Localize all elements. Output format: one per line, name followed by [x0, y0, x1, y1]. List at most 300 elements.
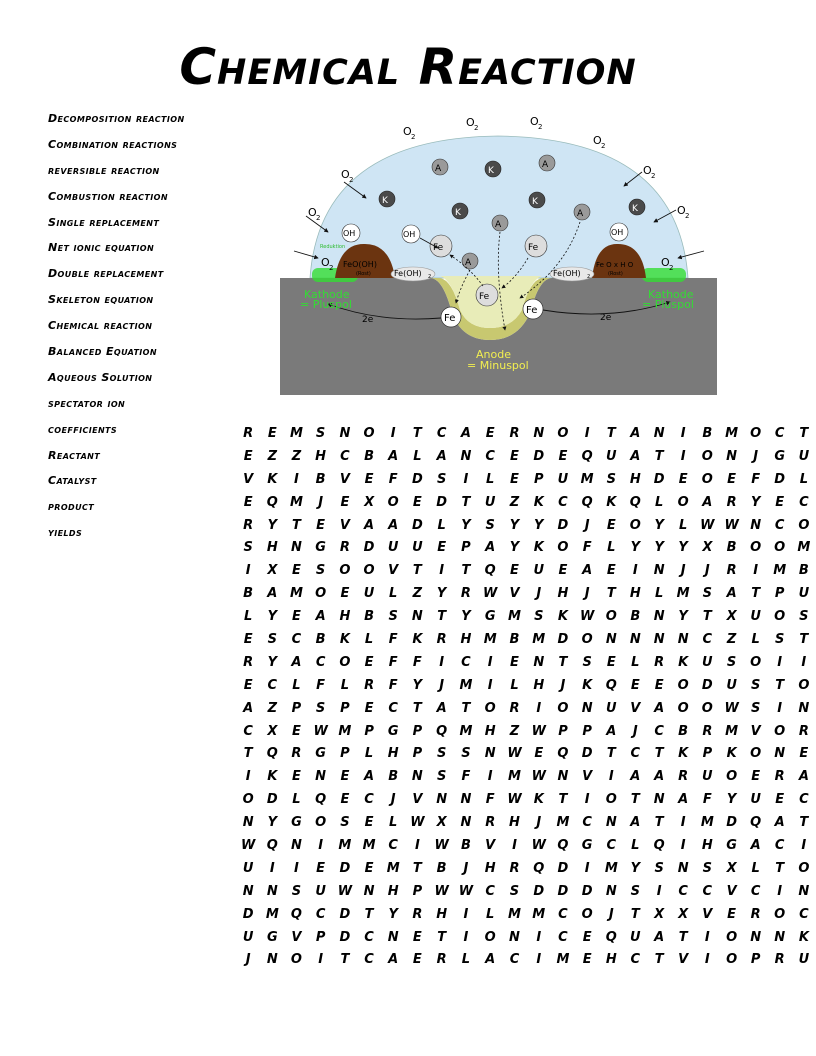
grid-letter[interactable]: C — [702, 883, 713, 899]
grid-letter[interactable]: P — [702, 746, 713, 762]
grid-letter[interactable]: M — [508, 609, 521, 625]
grid-letter[interactable]: O — [581, 631, 593, 647]
grid-letter[interactable]: Y — [630, 860, 641, 876]
grid-letter[interactable]: G — [484, 609, 496, 625]
grid-letter[interactable]: C — [315, 906, 326, 922]
grid-letter[interactable]: A — [267, 586, 278, 602]
grid-letter[interactable]: A — [654, 929, 665, 945]
grid-letter[interactable]: B — [364, 609, 375, 625]
grid-letter[interactable]: F — [316, 677, 326, 693]
grid-letter[interactable]: Y — [654, 540, 664, 556]
grid-letter[interactable]: R — [243, 425, 254, 441]
grid-letter[interactable]: I — [777, 654, 783, 670]
grid-letter[interactable]: X — [726, 860, 737, 876]
grid-letter[interactable]: V — [582, 769, 593, 785]
grid-letter[interactable]: I — [463, 471, 469, 487]
grid-letter[interactable]: K — [678, 746, 689, 762]
grid-letter[interactable]: H — [387, 746, 399, 762]
grid-letter[interactable]: W — [531, 723, 546, 739]
grid-letter[interactable]: W — [507, 792, 522, 808]
grid-letter[interactable]: B — [315, 471, 326, 487]
grid-letter[interactable]: I — [777, 700, 783, 716]
grid-letter[interactable]: N — [605, 815, 617, 831]
grid-letter[interactable]: O — [798, 677, 810, 693]
grid-letter[interactable]: T — [412, 860, 422, 876]
grid-letter[interactable]: L — [243, 609, 253, 625]
grid-letter[interactable]: D — [436, 494, 448, 510]
grid-letter[interactable]: Q — [581, 494, 593, 510]
grid-letter[interactable]: C — [388, 700, 398, 716]
grid-letter[interactable]: U — [630, 929, 641, 945]
grid-letter[interactable]: I — [318, 837, 324, 853]
grid-letter[interactable]: A — [630, 425, 641, 441]
grid-letter[interactable]: U — [557, 471, 569, 487]
grid-letter[interactable]: I — [439, 563, 445, 579]
grid-letter[interactable]: A — [485, 952, 496, 968]
grid-letter[interactable]: E — [243, 631, 253, 647]
grid-letter[interactable]: A — [291, 654, 302, 670]
grid-letter[interactable]: T — [799, 815, 809, 831]
grid-letter[interactable]: V — [702, 906, 713, 922]
grid-letter[interactable]: U — [798, 586, 810, 602]
grid-letter[interactable]: E — [291, 563, 301, 579]
grid-letter[interactable]: Z — [291, 448, 302, 464]
grid-letter[interactable]: L — [292, 677, 301, 693]
grid-letter[interactable]: T — [630, 792, 640, 808]
grid-letter[interactable]: N — [266, 883, 278, 899]
grid-letter[interactable]: T — [606, 425, 616, 441]
grid-letter[interactable]: I — [704, 929, 710, 945]
grid-letter[interactable]: M — [532, 906, 546, 922]
grid-letter[interactable]: Z — [509, 723, 520, 739]
grid-letter[interactable]: E — [316, 860, 326, 876]
grid-letter[interactable]: B — [388, 769, 399, 785]
grid-letter[interactable]: I — [777, 883, 783, 899]
grid-letter[interactable]: O — [363, 563, 375, 579]
grid-letter[interactable]: S — [436, 746, 447, 762]
grid-letter[interactable]: D — [581, 883, 593, 899]
grid-letter[interactable]: X — [726, 609, 737, 625]
grid-letter[interactable]: T — [606, 746, 616, 762]
grid-letter[interactable]: J — [584, 586, 590, 602]
grid-letter[interactable]: N — [533, 425, 545, 441]
grid-letter[interactable]: O — [750, 425, 762, 441]
grid-letter[interactable]: E — [727, 471, 737, 487]
grid-letter[interactable]: S — [534, 609, 544, 625]
grid-letter[interactable]: N — [460, 815, 472, 831]
grid-letter[interactable]: N — [290, 540, 302, 556]
grid-letter[interactable]: M — [700, 815, 714, 831]
grid-letter[interactable]: R — [509, 860, 520, 876]
grid-letter[interactable]: Q — [605, 929, 617, 945]
grid-letter[interactable]: R — [436, 631, 447, 647]
grid-letter[interactable]: D — [653, 471, 665, 487]
grid-letter[interactable]: L — [799, 471, 808, 487]
grid-letter[interactable]: W — [458, 883, 474, 899]
grid-letter[interactable]: N — [533, 654, 545, 670]
grid-letter[interactable]: Y — [267, 815, 278, 831]
grid-letter[interactable]: R — [750, 906, 761, 922]
grid-letter[interactable]: U — [750, 792, 761, 808]
grid-letter[interactable]: O — [339, 563, 351, 579]
grid-letter[interactable]: A — [654, 769, 665, 785]
grid-letter[interactable]: M — [459, 677, 473, 693]
grid-letter[interactable]: T — [437, 929, 447, 945]
grid-letter[interactable]: J — [536, 586, 542, 602]
grid-letter[interactable]: C — [364, 952, 374, 968]
grid-letter[interactable]: H — [605, 952, 617, 968]
grid-letter[interactable]: R — [726, 563, 737, 579]
grid-letter[interactable]: N — [315, 769, 327, 785]
grid-letter[interactable]: T — [340, 952, 350, 968]
grid-letter[interactable]: L — [364, 631, 374, 647]
grid-letter[interactable]: C — [630, 746, 641, 762]
grid-letter[interactable]: Y — [630, 540, 641, 556]
grid-letter[interactable]: C — [678, 883, 688, 899]
grid-letter[interactable]: U — [798, 448, 810, 464]
grid-letter[interactable]: S — [654, 860, 664, 876]
grid-letter[interactable]: E — [340, 494, 350, 510]
grid-letter[interactable]: L — [631, 837, 640, 853]
grid-letter[interactable]: N — [726, 448, 738, 464]
grid-letter[interactable]: Z — [267, 448, 278, 464]
grid-letter[interactable]: C — [267, 677, 278, 693]
grid-letter[interactable]: C — [485, 448, 495, 464]
grid-letter[interactable]: I — [680, 425, 686, 441]
grid-letter[interactable]: A — [243, 700, 254, 716]
grid-letter[interactable]: J — [439, 677, 445, 693]
grid-letter[interactable]: T — [775, 860, 785, 876]
grid-letter[interactable]: N — [411, 609, 423, 625]
grid-letter[interactable]: K — [606, 494, 617, 510]
grid-letter[interactable]: E — [340, 769, 350, 785]
grid-letter[interactable]: W — [579, 609, 595, 625]
grid-letter[interactable]: A — [388, 448, 399, 464]
grid-letter[interactable]: C — [364, 792, 374, 808]
grid-letter[interactable]: O — [774, 906, 786, 922]
grid-letter[interactable]: J — [536, 815, 542, 831]
grid-letter[interactable]: N — [266, 952, 278, 968]
grid-letter[interactable]: J — [560, 677, 566, 693]
grid-letter[interactable]: U — [798, 952, 810, 968]
grid-letter[interactable]: K — [798, 929, 809, 945]
grid-letter[interactable]: R — [774, 952, 785, 968]
grid-letter[interactable]: X — [654, 906, 665, 922]
grid-letter[interactable]: Z — [726, 631, 737, 647]
grid-letter[interactable]: T — [291, 517, 301, 533]
grid-letter[interactable]: V — [291, 929, 302, 945]
grid-letter[interactable]: S — [750, 700, 761, 716]
grid-letter[interactable]: N — [750, 517, 762, 533]
grid-letter[interactable]: C — [606, 837, 617, 853]
grid-letter[interactable]: V — [678, 952, 689, 968]
grid-letter[interactable]: E — [485, 425, 495, 441]
grid-letter[interactable]: R — [774, 769, 785, 785]
grid-letter[interactable]: I — [801, 837, 807, 853]
grid-letter[interactable]: H — [387, 883, 399, 899]
grid-letter[interactable]: N — [677, 860, 689, 876]
grid-letter[interactable]: R — [509, 425, 520, 441]
grid-letter[interactable]: K — [557, 609, 568, 625]
grid-letter[interactable]: C — [774, 517, 785, 533]
grid-letter[interactable]: O — [750, 654, 762, 670]
grid-letter[interactable]: I — [632, 563, 638, 579]
grid-letter[interactable]: K — [339, 631, 350, 647]
grid-letter[interactable]: N — [242, 815, 254, 831]
grid-letter[interactable]: A — [315, 609, 326, 625]
grid-letter[interactable]: N — [750, 929, 762, 945]
grid-letter[interactable]: V — [630, 700, 641, 716]
grid-letter[interactable]: C — [799, 792, 809, 808]
grid-letter[interactable]: F — [702, 792, 712, 808]
grid-letter[interactable]: B — [460, 837, 471, 853]
grid-letter[interactable]: M — [362, 837, 376, 853]
grid-letter[interactable]: N — [605, 631, 617, 647]
grid-letter[interactable]: H — [460, 631, 472, 647]
grid-letter[interactable]: F — [388, 471, 398, 487]
grid-letter[interactable]: E — [775, 792, 785, 808]
grid-letter[interactable]: Q — [557, 837, 569, 853]
grid-letter[interactable]: F — [388, 677, 398, 693]
grid-letter[interactable]: O — [774, 540, 786, 556]
grid-letter[interactable]: I — [294, 860, 299, 876]
grid-letter[interactable]: Y — [534, 517, 544, 533]
grid-letter[interactable]: L — [486, 906, 495, 922]
grid-letter[interactable]: V — [388, 563, 399, 579]
grid-letter[interactable]: Q — [750, 815, 762, 831]
grid-letter[interactable]: I — [584, 792, 590, 808]
grid-letter[interactable]: Q — [436, 723, 448, 739]
grid-letter[interactable]: X — [436, 815, 447, 831]
grid-letter[interactable]: E — [751, 769, 761, 785]
grid-letter[interactable]: M — [338, 837, 352, 853]
grid-letter[interactable]: R — [798, 723, 809, 739]
grid-letter[interactable]: R — [678, 769, 689, 785]
grid-letter[interactable]: E — [582, 952, 592, 968]
grid-letter[interactable]: W — [531, 837, 546, 853]
grid-letter[interactable]: U — [726, 677, 737, 693]
grid-letter[interactable]: A — [774, 815, 785, 831]
grid-letter[interactable]: H — [629, 471, 641, 487]
grid-letter[interactable]: T — [799, 631, 809, 647]
grid-letter[interactable]: C — [558, 494, 568, 510]
grid-letter[interactable]: L — [607, 540, 616, 556]
grid-letter[interactable]: T — [412, 700, 422, 716]
grid-letter[interactable]: E — [775, 494, 785, 510]
grid-letter[interactable]: N — [677, 631, 689, 647]
grid-letter[interactable]: E — [364, 654, 374, 670]
grid-letter[interactable]: O — [605, 792, 617, 808]
grid-letter[interactable]: L — [631, 654, 640, 670]
grid-letter[interactable]: E — [364, 815, 374, 831]
grid-letter[interactable]: C — [558, 929, 568, 945]
grid-letter[interactable]: T — [654, 815, 664, 831]
grid-letter[interactable]: B — [702, 425, 713, 441]
grid-letter[interactable]: K — [267, 471, 278, 487]
grid-letter[interactable]: O — [557, 700, 569, 716]
grid-letter[interactable]: B — [509, 631, 520, 647]
grid-letter[interactable]: O — [701, 700, 713, 716]
grid-letter[interactable]: J — [245, 952, 251, 968]
grid-letter[interactable]: D — [339, 860, 351, 876]
grid-letter[interactable]: M — [725, 425, 739, 441]
grid-letter[interactable]: G — [315, 746, 326, 762]
grid-letter[interactable]: U — [242, 929, 254, 945]
grid-letter[interactable]: G — [774, 448, 785, 464]
grid-letter[interactable]: C — [340, 448, 350, 464]
grid-letter[interactable]: Q — [557, 746, 569, 762]
grid-letter[interactable]: W — [337, 883, 353, 899]
grid-letter[interactable]: E — [510, 471, 519, 487]
grid-letter[interactable]: Y — [436, 586, 447, 602]
grid-letter[interactable]: P — [750, 952, 761, 968]
grid-letter[interactable]: F — [461, 769, 471, 785]
grid-letter[interactable]: I — [680, 837, 686, 853]
grid-letter[interactable]: T — [630, 906, 640, 922]
grid-letter[interactable]: H — [701, 837, 713, 853]
grid-letter[interactable]: S — [461, 746, 471, 762]
grid-letter[interactable]: E — [291, 723, 301, 739]
grid-letter[interactable]: L — [655, 494, 664, 510]
grid-letter[interactable]: S — [340, 815, 350, 831]
grid-letter[interactable]: D — [242, 906, 254, 922]
grid-letter[interactable]: L — [292, 792, 301, 808]
grid-letter[interactable]: Y — [267, 654, 278, 670]
grid-letter[interactable]: S — [606, 471, 617, 487]
grid-letter[interactable]: E — [364, 860, 374, 876]
grid-letter[interactable]: N — [339, 425, 351, 441]
grid-letter[interactable]: M — [676, 586, 690, 602]
grid-letter[interactable]: Q — [581, 448, 593, 464]
grid-letter[interactable]: W — [531, 769, 546, 785]
grid-letter[interactable]: T — [412, 563, 422, 579]
grid-letter[interactable]: T — [437, 609, 447, 625]
grid-letter[interactable]: U — [363, 586, 375, 602]
grid-letter[interactable]: Y — [461, 517, 471, 533]
grid-letter[interactable]: G — [387, 723, 399, 739]
grid-letter[interactable]: A — [798, 769, 809, 785]
grid-letter[interactable]: W — [724, 517, 739, 533]
grid-letter[interactable]: J — [463, 860, 469, 876]
grid-letter[interactable]: H — [436, 906, 448, 922]
grid-letter[interactable]: O — [677, 494, 689, 510]
grid-letter[interactable]: D — [581, 746, 593, 762]
grid-letter[interactable]: A — [436, 700, 447, 716]
grid-letter[interactable]: O — [290, 952, 302, 968]
grid-letter[interactable]: E — [582, 929, 592, 945]
grid-letter[interactable]: B — [798, 563, 809, 579]
grid-letter[interactable]: Y — [678, 609, 688, 625]
grid-letter[interactable]: Q — [266, 494, 278, 510]
grid-letter[interactable]: D — [533, 448, 545, 464]
grid-letter[interactable]: H — [266, 540, 278, 556]
grid-letter[interactable]: T — [702, 609, 712, 625]
grid-letter[interactable]: N — [484, 746, 496, 762]
grid-letter[interactable]: G — [291, 815, 302, 831]
grid-letter[interactable]: L — [437, 517, 446, 533]
grid-letter[interactable]: E — [340, 792, 350, 808]
grid-letter[interactable]: R — [460, 586, 471, 602]
grid-letter[interactable]: N — [798, 883, 810, 899]
grid-letter[interactable]: M — [532, 631, 546, 647]
grid-letter[interactable]: E — [437, 540, 447, 556]
grid-letter[interactable]: E — [510, 654, 519, 670]
grid-letter[interactable]: N — [774, 929, 786, 945]
grid-letter[interactable]: O — [557, 425, 569, 441]
grid-letter[interactable]: R — [702, 723, 713, 739]
grid-letter[interactable]: I — [536, 700, 542, 716]
grid-letter[interactable]: V — [726, 883, 737, 899]
grid-letter[interactable]: D — [726, 815, 737, 831]
grid-letter[interactable]: R — [726, 494, 737, 510]
grid-letter[interactable]: O — [726, 929, 738, 945]
grid-letter[interactable]: I — [584, 425, 590, 441]
grid-letter[interactable]: I — [294, 471, 299, 487]
grid-letter[interactable]: K — [533, 494, 544, 510]
grid-letter[interactable]: V — [750, 723, 761, 739]
grid-letter[interactable]: O — [484, 929, 496, 945]
grid-letter[interactable]: E — [316, 517, 326, 533]
grid-letter[interactable]: E — [727, 906, 737, 922]
grid-letter[interactable]: P — [412, 723, 423, 739]
grid-letter[interactable]: T — [461, 563, 471, 579]
grid-letter[interactable]: S — [799, 609, 809, 625]
grid-letter[interactable]: N — [581, 700, 593, 716]
grid-letter[interactable]: M — [508, 906, 521, 922]
grid-letter[interactable]: Q — [533, 860, 545, 876]
grid-letter[interactable]: T — [461, 494, 471, 510]
grid-letter[interactable]: A — [582, 563, 593, 579]
grid-letter[interactable]: H — [629, 586, 641, 602]
grid-letter[interactable]: E — [364, 471, 374, 487]
grid-letter[interactable]: O — [315, 586, 327, 602]
grid-letter[interactable]: I — [414, 837, 420, 853]
grid-letter[interactable]: Y — [654, 517, 664, 533]
grid-letter[interactable]: F — [751, 471, 761, 487]
grid-letter[interactable]: M — [556, 952, 570, 968]
grid-letter[interactable]: K — [412, 631, 423, 647]
grid-letter[interactable]: O — [750, 540, 762, 556]
grid-letter[interactable]: N — [290, 837, 302, 853]
grid-letter[interactable]: Q — [315, 792, 327, 808]
grid-letter[interactable]: P — [774, 586, 785, 602]
grid-letter[interactable]: U — [533, 563, 545, 579]
grid-letter[interactable]: T — [654, 746, 664, 762]
grid-letter[interactable]: I — [680, 815, 686, 831]
grid-letter[interactable]: N — [629, 631, 641, 647]
grid-letter[interactable]: T — [243, 746, 253, 762]
grid-letter[interactable]: F — [388, 631, 398, 647]
grid-letter[interactable]: B — [678, 723, 689, 739]
grid-letter[interactable]: U — [315, 883, 326, 899]
grid-letter[interactable]: K — [533, 540, 544, 556]
grid-letter[interactable]: N — [557, 769, 569, 785]
grid-letter[interactable]: W — [434, 837, 449, 853]
grid-letter[interactable]: M — [773, 563, 787, 579]
grid-letter[interactable]: A — [388, 952, 399, 968]
grid-letter[interactable]: N — [387, 929, 399, 945]
grid-letter[interactable]: A — [388, 517, 399, 533]
grid-letter[interactable]: S — [291, 883, 302, 899]
grid-letter[interactable]: X — [702, 540, 713, 556]
grid-letter[interactable]: E — [291, 769, 301, 785]
grid-letter[interactable]: Q — [266, 746, 278, 762]
grid-letter[interactable]: T — [461, 700, 471, 716]
grid-letter[interactable]: G — [581, 837, 593, 853]
grid-letter[interactable]: A — [702, 494, 713, 510]
grid-letter[interactable]: E — [799, 746, 809, 762]
grid-letter[interactable]: R — [243, 517, 254, 533]
